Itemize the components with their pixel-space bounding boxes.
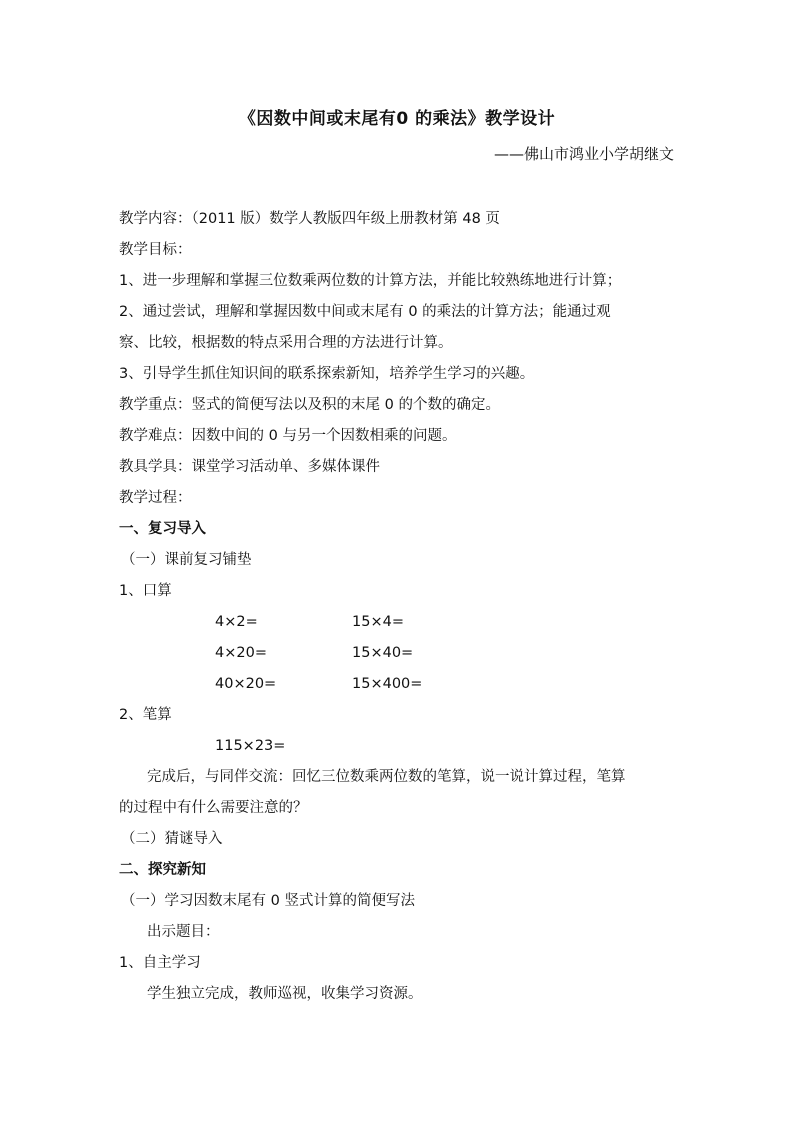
written-calc: 115×23= bbox=[215, 738, 286, 754]
objective-2a: 2、通过尝试，理解和掌握因数中间或末尾有 0 的乘法的计算方法；能通过观 bbox=[119, 304, 611, 320]
oral-calc-row bbox=[119, 607, 679, 638]
objective-2b: 察、比较，根据数的特点采用合理的方法进行计算。 bbox=[119, 335, 453, 351]
key-point: 教学重点：竖式的简便写法以及积的末尾 0 的个数的确定。 bbox=[119, 397, 500, 413]
objective-3: 3、引导学生抓住知识间的联系探索新知，培养学生学习的兴趣。 bbox=[119, 366, 535, 382]
oral-calc-a: 40×20= bbox=[215, 676, 277, 692]
subsection-1-1: （一）课前复习铺垫 bbox=[121, 552, 252, 568]
written-calc-row bbox=[119, 731, 679, 762]
objective-1: 1、进一步理解和掌握三位数乘两位数的计算方法，并能比较熟练地进行计算； bbox=[119, 273, 622, 289]
subsection-2-1: （一）学习因数末尾有 0 竖式计算的简便写法 bbox=[121, 893, 415, 909]
section-heading-2: 二、探究新知 bbox=[119, 862, 206, 878]
after-paragraph-a: 完成后，与同伴交流：回忆三位数乘两位数的笔算，说一说计算过程，笔算 bbox=[147, 769, 626, 785]
document-body bbox=[119, 204, 679, 1010]
item-self-study: 1、自主学习 bbox=[119, 955, 201, 971]
oral-calc-b: 15×400= bbox=[352, 676, 423, 692]
item-written-calc: 2、笔算 bbox=[119, 707, 172, 723]
oral-calc-row bbox=[119, 638, 679, 669]
section-heading-1: 一、复习导入 bbox=[119, 521, 206, 537]
self-study-desc: 学生独立完成，教师巡视，收集学习资源。 bbox=[147, 986, 423, 1002]
document-title: 《因数中间或末尾有0 的乘法》教学设计 bbox=[238, 109, 556, 129]
show-problem: 出示题目： bbox=[147, 924, 220, 940]
teaching-tools: 教具学具：课堂学习活动单、多媒体课件 bbox=[119, 459, 380, 475]
oral-calc-row bbox=[119, 669, 679, 700]
difficulty: 教学难点：因数中间的 0 与另一个因数相乘的问题。 bbox=[119, 428, 457, 444]
teaching-process: 教学过程： bbox=[119, 490, 192, 506]
teaching-content: 教学内容：（2011 版）数学人教版四年级上册教材第 48 页 bbox=[119, 211, 500, 227]
after-paragraph-b: 的过程中有什么需要注意的？ bbox=[119, 800, 308, 816]
document-author: ——佛山市鸿业小学胡继文 bbox=[493, 145, 674, 163]
subsection-1-2: （二）猜谜导入 bbox=[121, 831, 223, 847]
oral-calc-a: 4×2= bbox=[215, 614, 258, 630]
oral-calc-b: 15×4= bbox=[352, 614, 404, 630]
item-oral-calc: 1、口算 bbox=[119, 583, 172, 599]
oral-calc-a: 4×20= bbox=[215, 645, 267, 661]
oral-calc-b: 15×40= bbox=[352, 645, 414, 661]
objectives-heading: 教学目标： bbox=[119, 242, 192, 258]
